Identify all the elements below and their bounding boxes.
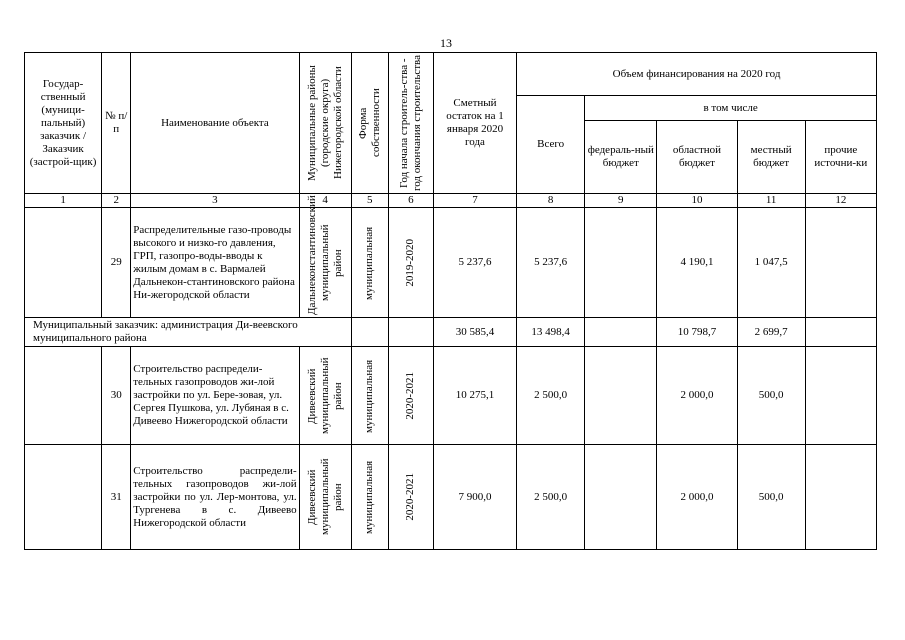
row-years	[388, 208, 433, 318]
row-number: 31	[102, 445, 131, 550]
subtotal-label: Муниципальный заказчик: администрация Ди-веевского муниципального района	[25, 318, 352, 347]
row-ownership-text: муниципальная	[363, 460, 376, 534]
row-ownership	[351, 208, 388, 318]
row-ownership-text: муниципальная	[363, 358, 376, 433]
row-ownership	[351, 347, 388, 445]
header-local: местный бюджет	[737, 121, 805, 194]
row-other	[805, 445, 876, 550]
colnum-6: 6	[388, 194, 433, 208]
row-district-text: Дивеевский муниципальный район	[305, 458, 344, 536]
header-ownership	[351, 53, 388, 194]
row-customer	[25, 208, 102, 318]
row-customer	[25, 347, 102, 445]
row-years	[388, 347, 433, 445]
row-object-name: Строительство распредели-тельных газопроводов жи-лой застройки по ул. Лер-монтова, ул. Тургенева в с. Дивеево Нижегородской области	[131, 445, 299, 550]
header-customer: Государ-ственный (муници-пальный) заказчик / Заказчик (застрой-щик)	[25, 53, 102, 194]
header-regional: областной бюджет	[657, 121, 737, 194]
subtotal-estimate: 30 585,4	[433, 318, 516, 347]
row-estimate: 10 275,1	[433, 347, 516, 445]
row-regional: 2 000,0	[657, 347, 737, 445]
row-district	[299, 194, 351, 318]
column-numbers-row	[25, 194, 877, 208]
row-district-text: Дивеевский муниципальный район	[305, 357, 344, 434]
row-federal	[585, 445, 657, 550]
row-district	[299, 347, 351, 445]
row-federal	[585, 347, 657, 445]
header-federal: федераль-ный бюджет	[585, 121, 657, 194]
header-estimate: Сметный остаток на 1 января 2020 года	[433, 53, 516, 194]
table-row	[25, 347, 877, 445]
row-years-text: 2020-2021	[404, 371, 417, 420]
header-ownership-text: Форма собственности	[356, 88, 382, 158]
header-total: Всего	[517, 96, 585, 194]
row-ownership	[351, 445, 388, 550]
table-row	[25, 445, 877, 550]
row-customer	[25, 445, 102, 550]
header-years-text: Год начала строитель-ства - год окончания строительства	[397, 55, 423, 191]
header-other: прочие источни-ки	[805, 121, 876, 194]
financing-table	[24, 52, 877, 550]
row-total: 2 500,0	[517, 445, 585, 550]
table-row	[25, 208, 877, 318]
row-regional: 4 190,1	[657, 208, 737, 318]
row-years-text: 2020-2021	[404, 473, 417, 521]
row-local: 1 047,5	[737, 208, 805, 318]
row-object-name: Распределительные газо-проводы высокого и низко-го давления, ГРП, газопро-воды-вводы к жилым домам в с. Вармалей Дальнекон-стантиновского района Ни-жегородской области	[131, 208, 299, 318]
header-years	[388, 53, 433, 194]
row-estimate: 5 237,6	[433, 208, 516, 318]
row-local: 500,0	[737, 347, 805, 445]
colnum-4: 4	[299, 194, 351, 208]
row-estimate: 7 900,0	[433, 445, 516, 550]
row-other	[805, 347, 876, 445]
row-total: 2 500,0	[517, 347, 585, 445]
row-district	[299, 445, 351, 550]
header-object-name: Наименование объекта	[131, 53, 299, 194]
colnum-12: 12	[805, 194, 876, 208]
colnum-3: 3	[131, 194, 299, 208]
colnum-10: 10	[657, 194, 737, 208]
header-including: в том числе	[585, 96, 877, 121]
subtotal-ownership	[351, 318, 388, 347]
header-funding: Объем финансирования на 2020 год	[517, 53, 877, 96]
header-district-text: Муниципальные районы (городские округа) Нижегородской области	[305, 65, 344, 181]
header-number: № п/п	[102, 53, 131, 194]
colnum-5: 5	[351, 194, 388, 208]
subtotal-other	[805, 318, 876, 347]
row-years	[388, 445, 433, 550]
subtotal-row	[25, 318, 877, 347]
colnum-8: 8	[517, 194, 585, 208]
row-other	[805, 208, 876, 318]
row-ownership-text: муниципальная	[363, 225, 376, 300]
row-district-text: Дальнеконстантиновский муниципальный район	[305, 194, 344, 315]
row-number: 29	[102, 208, 131, 318]
subtotal-years	[388, 318, 433, 347]
row-federal	[585, 208, 657, 318]
colnum-1: 1	[25, 194, 102, 208]
colnum-7: 7	[433, 194, 516, 208]
subtotal-local: 2 699,7	[737, 318, 805, 347]
row-local: 500,0	[737, 445, 805, 550]
row-total: 5 237,6	[517, 208, 585, 318]
row-regional: 2 000,0	[657, 445, 737, 550]
row-object-name: Строительство распредели-тельных газопроводов жи-лой застройки по ул. Бере-зовая, ул. Сергея Пушкова, ул. Лубяная в с. Дивеево Нижегородской области	[131, 347, 299, 445]
subtotal-regional: 10 798,7	[657, 318, 737, 347]
header-row-1	[25, 53, 877, 96]
colnum-2: 2	[102, 194, 131, 208]
colnum-9: 9	[585, 194, 657, 208]
header-district	[299, 53, 351, 194]
subtotal-total: 13 498,4	[517, 318, 585, 347]
row-years-text: 2019-2020	[404, 238, 417, 287]
subtotal-federal	[585, 318, 657, 347]
colnum-11: 11	[737, 194, 805, 208]
row-number: 30	[102, 347, 131, 445]
page-number: 13	[440, 36, 452, 50]
